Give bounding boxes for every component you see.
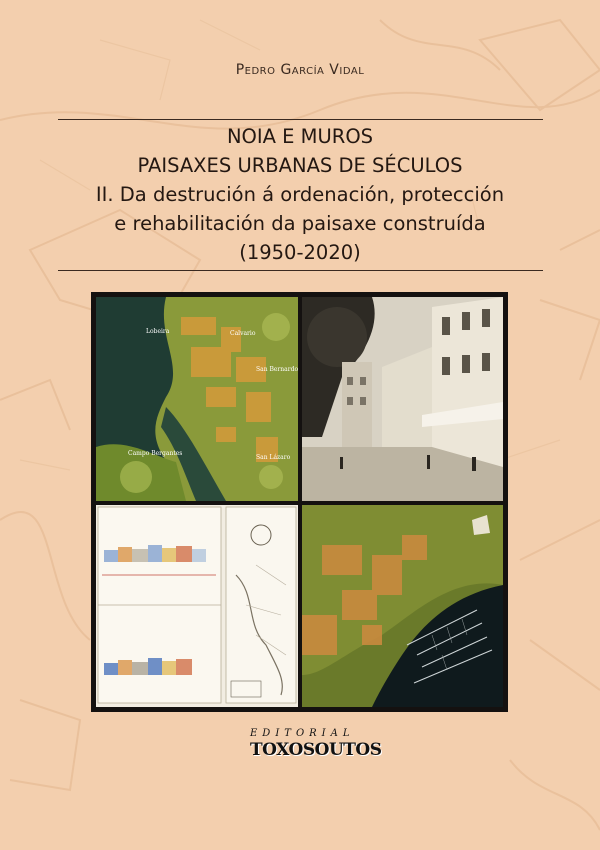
cover-image-collage bbox=[91, 292, 508, 712]
city-map-image bbox=[96, 297, 298, 501]
title-rule-bottom bbox=[58, 270, 543, 271]
architectural-plans-image bbox=[96, 505, 298, 707]
title-line-5: (1950-2020) bbox=[239, 241, 361, 264]
aerial-photo-image bbox=[302, 505, 503, 707]
title-line-1: NOIA E MUROS bbox=[226, 125, 374, 148]
publisher-name: TOXOSOUTOS bbox=[250, 740, 382, 760]
publisher-label: EDITORIAL bbox=[250, 728, 355, 739]
title-rule-top bbox=[58, 119, 543, 120]
publisher-logo bbox=[250, 728, 382, 776]
title-line-2: PAISAXES URBANAS DE SÉCULOS bbox=[137, 154, 463, 177]
map-label-san-lazaro: San Lázaro bbox=[256, 454, 291, 461]
map-label-lobeira: Lobeira bbox=[146, 328, 170, 335]
book-title bbox=[40, 122, 560, 267]
map-label-san-bernardo: San Bernardo bbox=[256, 366, 298, 373]
author-name: Pedro García Vidal bbox=[235, 62, 365, 78]
map-label-campo-bergantes: Campo Bergantes bbox=[128, 450, 183, 457]
title-line-4: e rehabilitación da paisaxe construída bbox=[114, 212, 486, 235]
historic-street-photo bbox=[302, 297, 503, 501]
map-label-calvario: Calvario bbox=[230, 330, 256, 337]
title-line-3: II. Da destrución á ordenación, protección bbox=[95, 183, 505, 206]
